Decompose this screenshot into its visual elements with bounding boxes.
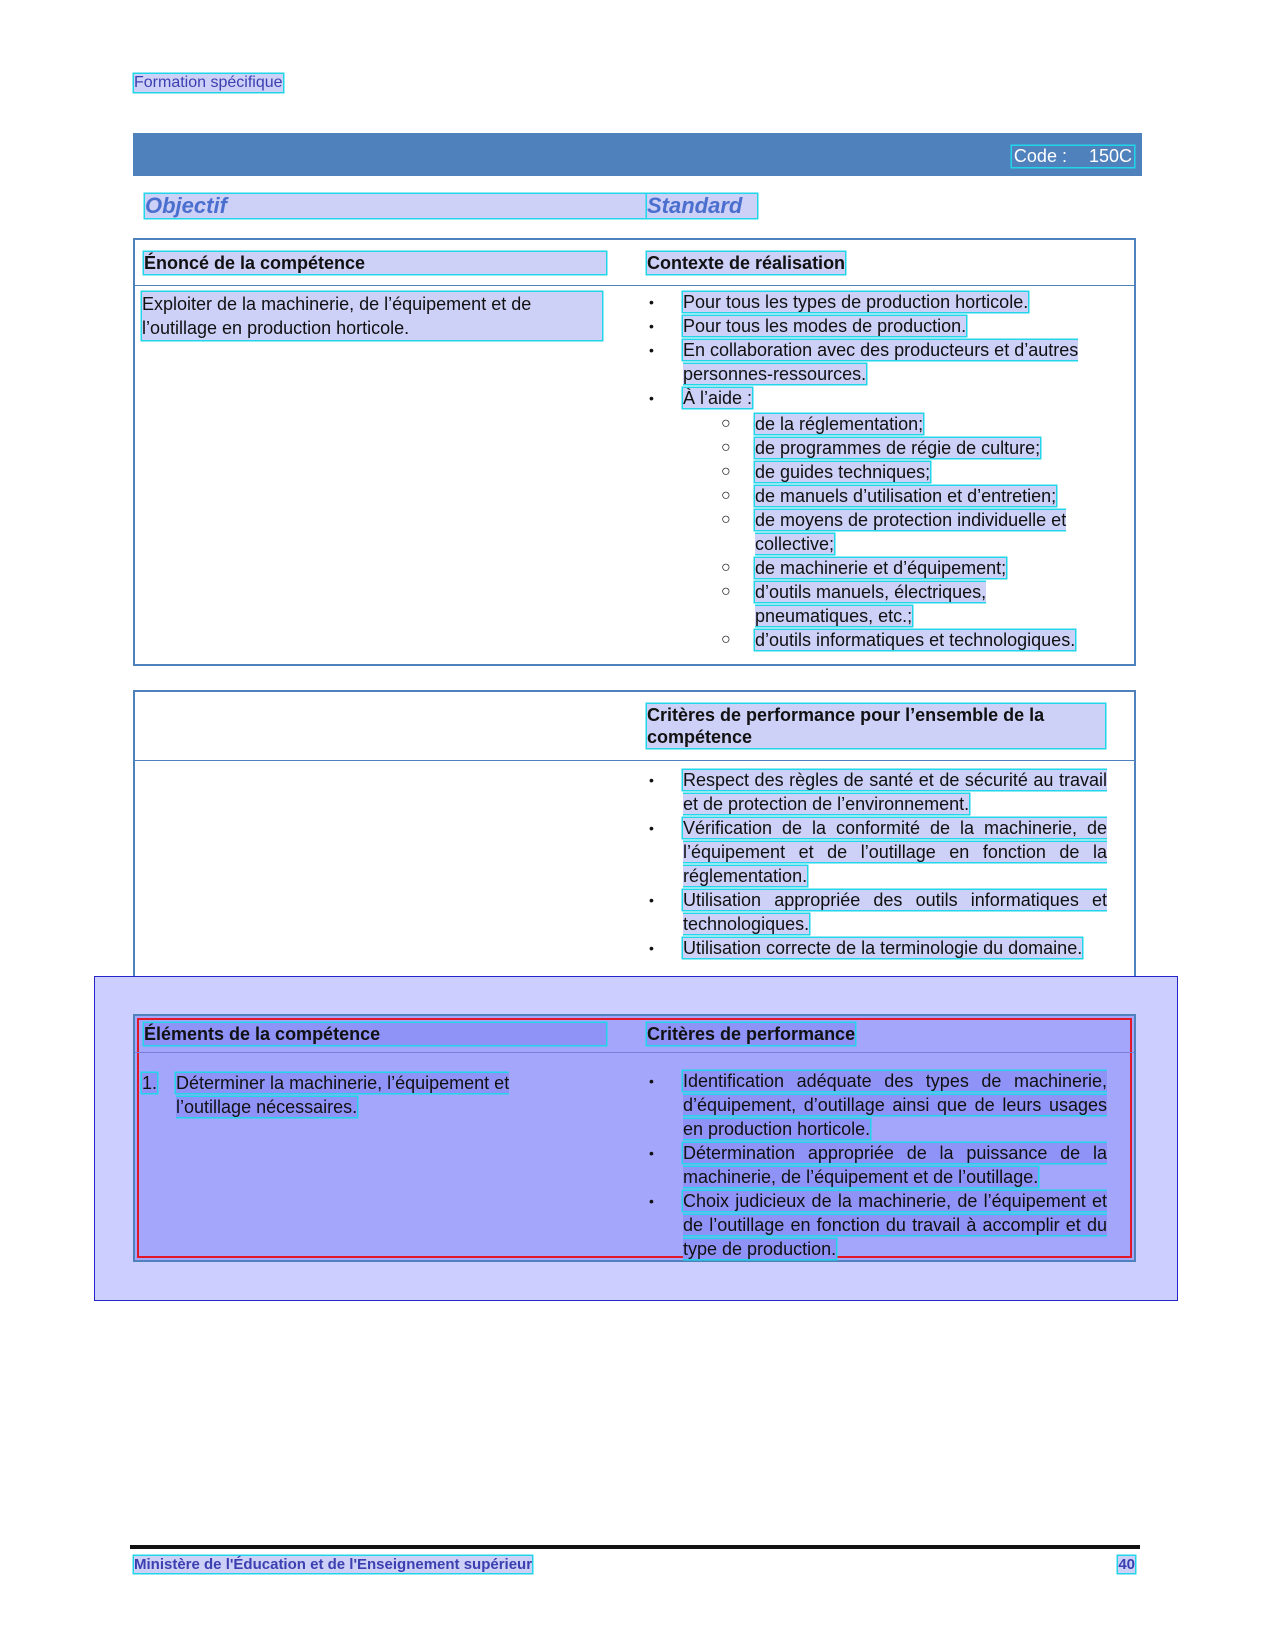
elements-table[interactable] bbox=[133, 1014, 1136, 1262]
running-header: Formation spécifique bbox=[134, 74, 283, 91]
element-criteria-list bbox=[647, 1069, 1107, 1261]
standard-title: Standard bbox=[647, 194, 757, 218]
element-text: Déterminer la machinerie, l’équipement et l’outillage nécessaires. bbox=[176, 1073, 510, 1117]
circle-bullet-icon: ○ bbox=[721, 511, 731, 528]
circle-bullet-icon: ○ bbox=[721, 487, 731, 504]
bullet-icon: • bbox=[649, 1145, 654, 1161]
objectif-title: Objectif bbox=[145, 194, 755, 218]
footer-ministry: Ministère de l'Éducation et de l'Enseignement supérieur bbox=[134, 1556, 533, 1573]
ensemble-header: Critères de performance pour l’ensemble de la compétence bbox=[647, 704, 1105, 748]
sub-list-item: ○ de moyens de protection individuelle et collective; bbox=[721, 510, 1067, 554]
list-item: • Détermination appropriée de la puissance de la machinerie, de l’équipement et de l’outillage. bbox=[649, 1143, 1107, 1187]
bullet-icon: • bbox=[649, 940, 654, 956]
sub-list-item: ○ de machinerie et d’équipement; bbox=[721, 558, 1007, 578]
bullet-icon: • bbox=[649, 772, 654, 788]
competence-table bbox=[133, 238, 1136, 666]
elements-table-header bbox=[135, 1016, 1134, 1053]
sub-list-item: ○ de programmes de régie de culture; bbox=[721, 438, 1041, 458]
bullet-icon: • bbox=[649, 1073, 654, 1089]
circle-bullet-icon: ○ bbox=[721, 439, 731, 456]
sub-list-item: ○ de la réglementation; bbox=[721, 414, 924, 434]
ensemble-criteria-table bbox=[133, 690, 1136, 990]
circle-bullet-icon: ○ bbox=[721, 415, 731, 432]
list-item: • Utilisation appropriée des outils informatiques et technologiques. bbox=[649, 890, 1107, 934]
ensemble-criteria-list bbox=[647, 768, 1107, 960]
page-number: 40 bbox=[1118, 1556, 1135, 1573]
element-item bbox=[142, 1071, 612, 1119]
code-label: Code : 150C bbox=[1013, 146, 1132, 166]
circle-bullet-icon: ○ bbox=[721, 559, 731, 576]
contexte-header: Contexte de réalisation bbox=[647, 253, 846, 273]
contexte-list bbox=[647, 290, 1107, 652]
enonce-header: Énoncé de la compétence bbox=[144, 252, 606, 274]
list-item: • Identification adéquate des types de machinerie, d’équipement, d’outillage ainsi que de leurs usages en production horticole. bbox=[649, 1071, 1107, 1139]
circle-bullet-icon: ○ bbox=[721, 631, 731, 648]
bullet-icon: • bbox=[649, 294, 654, 310]
bullet-icon: • bbox=[649, 342, 654, 358]
circle-bullet-icon: ○ bbox=[721, 463, 731, 480]
list-item: • Pour tous les modes de production. bbox=[649, 316, 967, 336]
list-item: • Pour tous les types de production horticole. bbox=[649, 292, 1029, 312]
list-item: • Vérification de la conformité de la machinerie, de l’équipement et de l’outillage en fonction de la réglementation. bbox=[649, 818, 1107, 886]
competence-table-header bbox=[135, 240, 1134, 286]
list-item: • Utilisation correcte de la terminologie du domaine. bbox=[649, 938, 1083, 958]
bullet-icon: • bbox=[649, 318, 654, 334]
sub-list-item: ○ d’outils manuels, électriques, pneumatiques, etc.; bbox=[721, 582, 987, 626]
element-number: 1. bbox=[142, 1073, 158, 1093]
header-banner bbox=[133, 133, 1142, 176]
bullet-icon: • bbox=[649, 820, 654, 836]
sub-list-item: ○ de guides techniques; bbox=[721, 462, 931, 482]
list-item: • À l’aide : ○ de la réglementation; ○ de programmes de régie de culture; ○ de guides techniques; ○ de manuels d’utilisation et d’entretien; ○ de moyens de protection individuelle et collective; ○ de machinerie et d’équipement; ○ d’outils manuels, électriques, pneumatiques, etc.; ○ d’outils informatiques et technologiques. bbox=[647, 386, 1107, 652]
bullet-icon: • bbox=[649, 892, 654, 908]
sub-list-item: ○ de manuels d’utilisation et d’entretien; bbox=[721, 486, 1057, 506]
sub-list-item: ○ d’outils informatiques et technologiques. bbox=[721, 630, 1076, 650]
elements-header: Éléments de la compétence bbox=[144, 1023, 606, 1045]
bullet-icon: • bbox=[649, 390, 654, 406]
list-item: • Respect des règles de santé et de sécurité au travail et de protection de l’environnement. bbox=[649, 770, 1107, 814]
aide-sublist bbox=[683, 412, 1107, 652]
criteres-header: Critères de performance bbox=[647, 1024, 856, 1044]
list-item: • Choix judicieux de la machinerie, de l’équipement et de l’outillage en fonction du travail à accomplir et du type de production. bbox=[649, 1191, 1107, 1259]
circle-bullet-icon: ○ bbox=[721, 583, 731, 600]
list-item: • En collaboration avec des producteurs et d’autres personnes-ressources. bbox=[649, 340, 1079, 384]
ensemble-table-header bbox=[135, 692, 1134, 761]
enonce-text: Exploiter de la machinerie, de l’équipement et de l’outillage en production horticole. bbox=[142, 292, 602, 340]
footer-divider bbox=[130, 1545, 1140, 1549]
bullet-icon: • bbox=[649, 1193, 654, 1209]
